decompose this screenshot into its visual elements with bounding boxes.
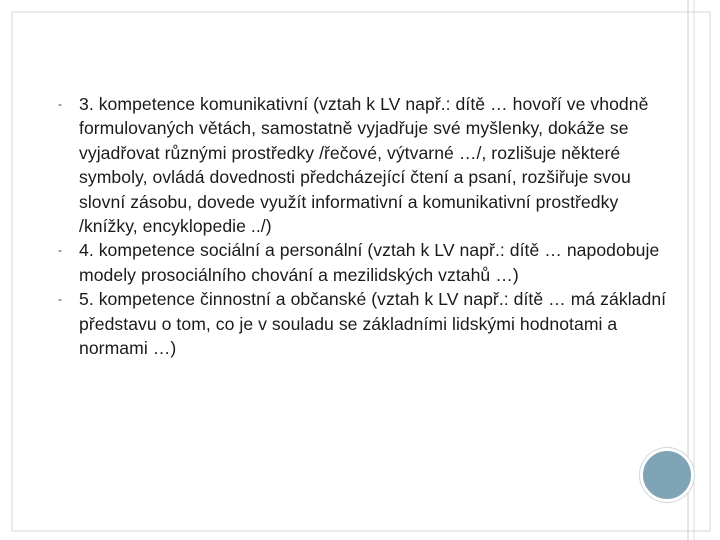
list-item — [58, 287, 670, 360]
bullet-marker: - — [58, 292, 63, 307]
decorative-circle — [640, 448, 694, 502]
bullet-list — [58, 92, 670, 360]
list-item — [58, 238, 670, 287]
list-item — [58, 92, 670, 238]
bullet-text: 3. kompetence komunikativní (vztah k LV např.: dítě … hovoří ve vhodně formulovaných větách, samostatně vyjadřuje své myšlenky, dokáže se vyjadřovat různými prostředky /řečové, výtvarné …/, rozlišuje některé symboly, ovládá dovednosti předcházející čtení a psaní, rozšiřuje svou slovní zásobu, dovede využít informativní a komunikativní prostředky /knížky, encyklopedie ../) — [79, 94, 649, 237]
bullet-marker: - — [58, 243, 63, 258]
bullet-text: 5. kompetence činnostní a občanské (vztah k LV např.: dítě … má základní představu o tom, co je v souladu se základními lidskými hodnotami a normami …) — [79, 289, 667, 359]
bullet-text: 4. kompetence sociální a personální (vztah k LV např.: dítě … napodobuje modely prosociálního chování a mezilidských vztahů …) — [79, 240, 660, 285]
bullet-marker: - — [58, 97, 63, 111]
